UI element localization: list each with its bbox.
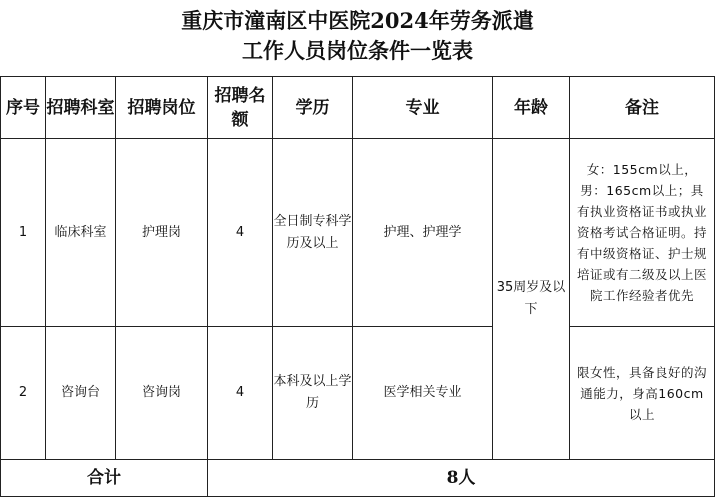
header-remarks: 备注 (570, 77, 715, 139)
row-remarks: 限女性，具备良好的沟通能力，身高160cm以上 (570, 327, 715, 460)
title-line-2: 工作人员岗位条件一览表 (242, 38, 473, 63)
header-position: 招聘岗位 (116, 77, 208, 139)
row-education: 全日制专科学历及以上 (273, 139, 353, 327)
row-position: 护理岗 (116, 139, 208, 327)
row-major: 医学相关专业 (353, 327, 493, 460)
table-row (1, 327, 715, 460)
header-index: 序号 (1, 77, 46, 139)
table-header-row (1, 77, 715, 139)
table-total-row (1, 460, 715, 497)
age-requirement: 35周岁及以下 (493, 139, 570, 460)
document-title (0, 0, 715, 76)
row-index: 2 (1, 327, 46, 460)
row-index: 1 (1, 139, 46, 327)
row-remarks: 女：155cm以上，男：165cm以上；具有执业资格证书或执业资格考试合格证明。持有中级资格证、护士规培证或有二级及以上医院工作经验者优先 (570, 139, 715, 327)
table-row (1, 139, 715, 327)
header-major: 专业 (353, 77, 493, 139)
row-department: 咨询台 (46, 327, 116, 460)
header-education: 学历 (273, 77, 353, 139)
row-position: 咨询岗 (116, 327, 208, 460)
row-department: 临床科室 (46, 139, 116, 327)
total-label: 合计 (1, 460, 208, 497)
header-department: 招聘科室 (46, 77, 116, 139)
row-education: 本科及以上学历 (273, 327, 353, 460)
title-line-1: 重庆市潼南区中医院2024年劳务派遣 (181, 8, 534, 33)
header-quota: 招聘名额 (208, 77, 273, 139)
header-age: 年龄 (493, 77, 570, 139)
total-value: 8人 (208, 460, 715, 497)
row-quota: 4 (208, 327, 273, 460)
row-quota: 4 (208, 139, 273, 327)
row-major: 护理、护理学 (353, 139, 493, 327)
positions-table (0, 76, 715, 497)
